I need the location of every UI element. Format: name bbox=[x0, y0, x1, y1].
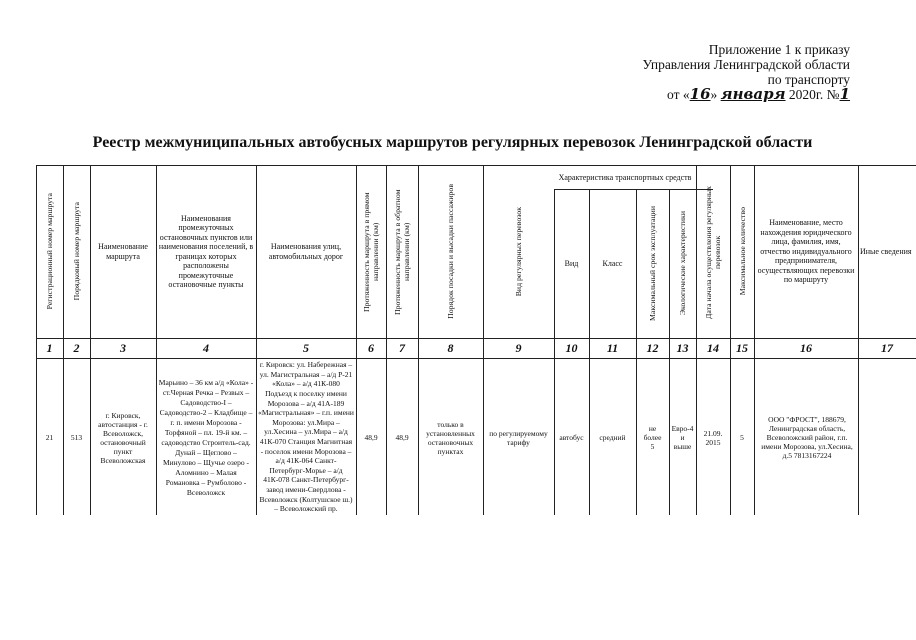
col-reg-number-header: Регистрационный номер маршрута bbox=[45, 193, 54, 310]
handwritten-day: 16 bbox=[689, 85, 711, 103]
col-number: 1 bbox=[46, 341, 53, 355]
order-header bbox=[642, 42, 850, 102]
col-max-age-header: Максимальный срок эксплуатации bbox=[648, 205, 657, 321]
cell-class: средний bbox=[599, 433, 626, 442]
cell-start-date: 21.09. 2015 bbox=[703, 428, 723, 447]
numbers-divider bbox=[36, 358, 916, 359]
col-class-header: Класс bbox=[602, 258, 623, 268]
cell-length-back: 48,9 bbox=[395, 433, 409, 442]
col-number: 12 bbox=[646, 341, 659, 355]
col-vehicle-kind-header: Вид bbox=[564, 258, 579, 268]
col-other-header: Иные сведения bbox=[860, 246, 912, 256]
col-number: 3 bbox=[120, 341, 126, 355]
col-length-forward-header: Протяженность маршрута в прямом направлении (км) bbox=[362, 191, 380, 312]
cell-boarding: только в установленных остановочных пунктах bbox=[426, 419, 475, 456]
col-max-count-header: Максимальное количество bbox=[737, 207, 747, 296]
col-carrier-header: Наименование, место нахождения юридического лица, фамилия, имя, отчество индивидуального предпринимателя, осуществляющих перевозки по маршруту bbox=[757, 218, 855, 285]
header-line-3: по транспорту bbox=[767, 72, 850, 87]
cell-length-forward: 48,9 bbox=[364, 433, 378, 442]
cell-transport-kind: по регулируемому тарифу bbox=[489, 428, 548, 447]
col-number: 8 bbox=[447, 341, 454, 355]
cell-eco: Евро-4 и выше bbox=[671, 424, 694, 451]
col-number: 16 bbox=[800, 341, 812, 355]
document-title: Реестр межмуниципальных автобусных маршрутов регулярных перевозок Ленинградской области bbox=[92, 134, 813, 151]
cell-carrier: ООО "ФРОСТ", 188679, Ленинградская область, Всеволожский район, г.п. имени Морозова, ул.Хесина, д.5 7813167224 bbox=[761, 415, 853, 460]
handwritten-number: 1 bbox=[839, 85, 850, 103]
col-number: 6 bbox=[368, 341, 374, 355]
col-start-date-header: Дата начала осуществления регулярных перевозок bbox=[704, 184, 722, 319]
header-date-line: от «16» января 2020г. №1 bbox=[667, 85, 850, 103]
cell-max-age: не более 5 bbox=[643, 424, 662, 451]
col-number: 10 bbox=[565, 341, 578, 355]
cell-stops: Марьино – 36 км а/д «Кола» - ст.Черная Речка – Резвых – Садоводство-I – Садоводство-2 – Кладбище – г. п. имени Морозова - Торфяной – пл. 19-й км. – садоводство Строитель-сад. Дунай – Щеглово – Минулово – Щучье озеро - Аломнино – Малая Романовка – Румболово - Всеволожск bbox=[158, 377, 254, 497]
cell-route-name: г. Кировск, автостанция - г. Всеволожск, остановочный пункт Всеволожская bbox=[98, 410, 148, 465]
handwritten-month: января bbox=[720, 85, 786, 103]
col-length-back-header: Протяженность маршрута в обратном направлении (км) bbox=[393, 188, 411, 315]
col-stops-header: Наименования промежуточных остановочных пунктов или наименования поселений, в границах которых расположены промежуточные остановочные пункты bbox=[158, 213, 254, 289]
col-number: 9 bbox=[515, 341, 522, 355]
col-number: 2 bbox=[73, 341, 80, 355]
col-streets-header: Наименования улиц, автомобильных дорог bbox=[268, 242, 344, 261]
col-transport-kind-header: Вид регулярных перевозок bbox=[514, 206, 523, 297]
header-divider bbox=[36, 338, 916, 339]
col-order-number-header: Порядковый номер маршрута bbox=[72, 202, 81, 301]
col-boarding-header: Порядок посадки и высадки пассажиров bbox=[446, 184, 455, 319]
col-number: 13 bbox=[676, 341, 689, 355]
col-number: 14 bbox=[707, 341, 719, 355]
col-eco-header: Экологические характеристики bbox=[678, 211, 687, 316]
cell-vehicle: автобус bbox=[559, 433, 584, 442]
col-number: 7 bbox=[399, 341, 405, 355]
cell-order-number: 513 bbox=[70, 433, 83, 442]
header-line-2: Управления Ленинградской области bbox=[642, 57, 850, 72]
col-number: 17 bbox=[881, 341, 893, 355]
col-number: 11 bbox=[606, 341, 619, 355]
transport-characteristics-header: Характеристика транспортных средств bbox=[558, 173, 692, 183]
cell-reg-number: 21 bbox=[45, 433, 54, 442]
col-number: 15 bbox=[736, 341, 748, 355]
registry-table bbox=[36, 165, 916, 515]
col-number: 4 bbox=[203, 341, 209, 355]
col-route-name-header: Наименование маршрута bbox=[98, 242, 148, 261]
cell-max-count: 5 bbox=[740, 433, 744, 442]
cell-streets: г. Кировск: ул. Набережная – ул. Магистральная – а/д Р-21 «Кола» – а/д 41К-080 Подъезд к поселку имени Морозова – а/д 41А-189 «Магистральная» – г.п. имени Морозова: ул.Мира – ул.Хесина – ул.Мира – а/д 41К-070 Станция Магнитная - поселок имени Морозова – а/д 41К-064 Санкт-Петербург-Морье – а/д 41К-078 Санкт-Петербург-завод имени-Свердлова - Всеволожск (Колтушское ш.) – Всеволожский пр. bbox=[258, 360, 354, 514]
col-number: 5 bbox=[303, 341, 309, 355]
header-line-1: Приложение 1 к приказу bbox=[708, 42, 850, 57]
